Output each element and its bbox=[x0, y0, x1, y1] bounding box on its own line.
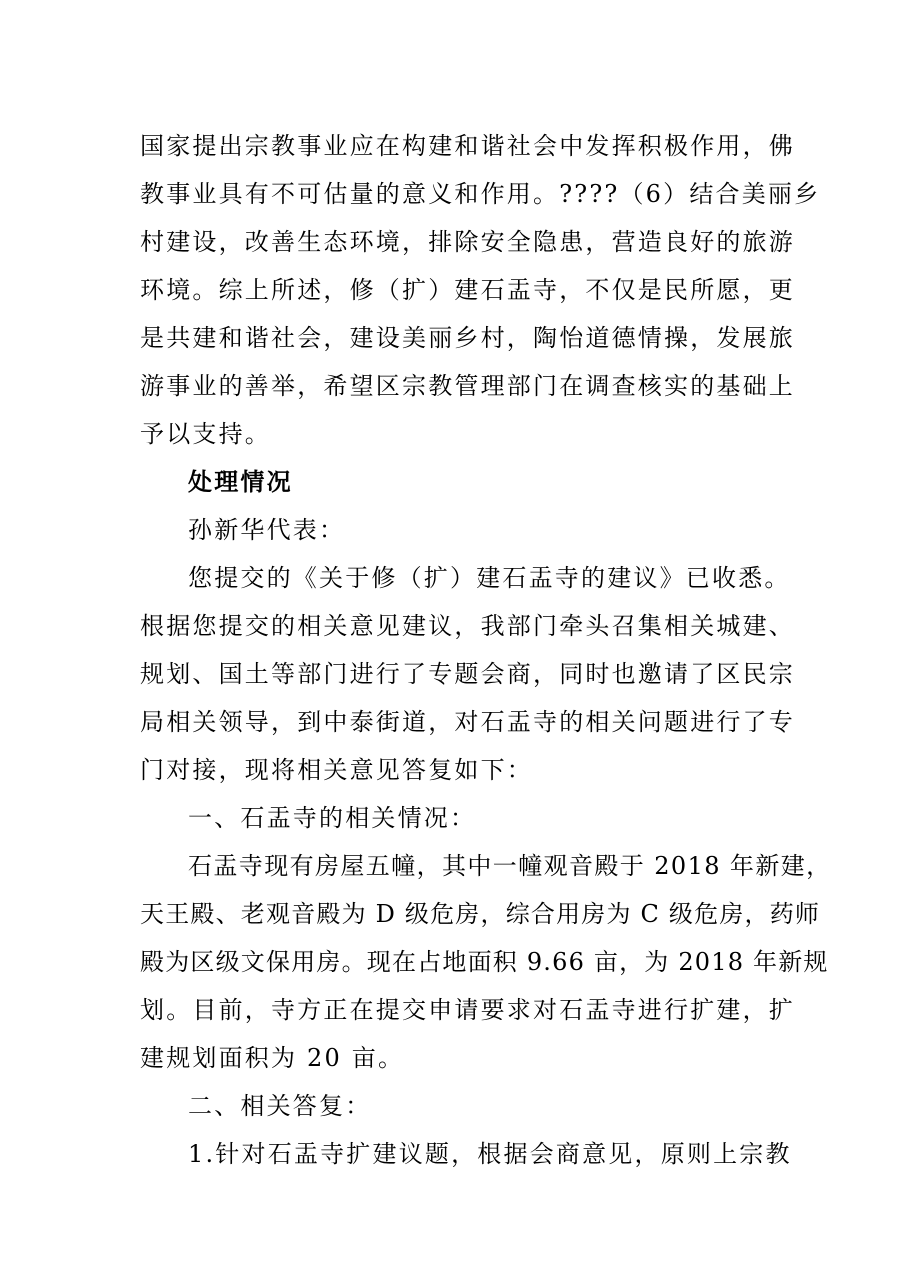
paragraph-line: 1.针对石盂寺扩建议题，根据会商意见，原则上宗教 bbox=[188, 1140, 792, 1168]
paragraph-line: 殿为区级文保用房。现在占地面积 9.66 亩，为 2018 年新规 bbox=[140, 948, 829, 976]
paragraph-line: 规划、国土等部门进行了专题会商，同时也邀请了区民宗 bbox=[140, 660, 795, 688]
paragraph-line: 门对接，现将相关意见答复如下： bbox=[140, 756, 533, 784]
paragraph-line: 根据您提交的相关意见建议，我部门牵头召集相关城建、 bbox=[140, 612, 795, 640]
paragraph-line: 国家提出宗教事业应在构建和谐社会中发挥积极作用，佛 bbox=[140, 132, 795, 160]
paragraph-line: 您提交的《关于修（扩）建石盂寺的建议》已收悉。 bbox=[188, 564, 791, 592]
paragraph-line: 村建设，改善生态环境，排除安全隐患，营造良好的旅游 bbox=[140, 228, 795, 256]
subsection-heading: 一、石盂寺的相关情况： bbox=[188, 804, 477, 832]
paragraph-line: 游事业的善举，希望区宗教管理部门在调查核实的基础上 bbox=[140, 372, 795, 400]
paragraph-line: 建规划面积为 20 亩。 bbox=[140, 1044, 405, 1072]
salutation: 孙新华代表： bbox=[188, 516, 346, 544]
paragraph-line: 是共建和谐社会，建设美丽乡村，陶怡道德情操，发展旅 bbox=[140, 324, 795, 352]
paragraph-line: 石盂寺现有房屋五幢，其中一幢观音殿于 2018 年新建， bbox=[188, 852, 832, 880]
paragraph-line: 环境。综上所述，修（扩）建石盂寺，不仅是民所愿，更 bbox=[140, 276, 795, 304]
subsection-heading: 二、相关答复： bbox=[188, 1092, 372, 1120]
paragraph-line: 局相关领导，到中泰街道，对石盂寺的相关问题进行了专 bbox=[140, 708, 795, 736]
paragraph-line: 教事业具有不可估量的意义和作用。????（6）结合美丽乡 bbox=[140, 180, 821, 208]
paragraph-line: 划。目前，寺方正在提交申请要求对石盂寺进行扩建，扩 bbox=[140, 996, 795, 1024]
paragraph-line: 天王殿、老观音殿为 D 级危房，综合用房为 C 级危房，药师 bbox=[140, 900, 821, 928]
section-heading: 处理情况 bbox=[188, 468, 293, 496]
paragraph-line: 予以支持。 bbox=[140, 420, 271, 448]
